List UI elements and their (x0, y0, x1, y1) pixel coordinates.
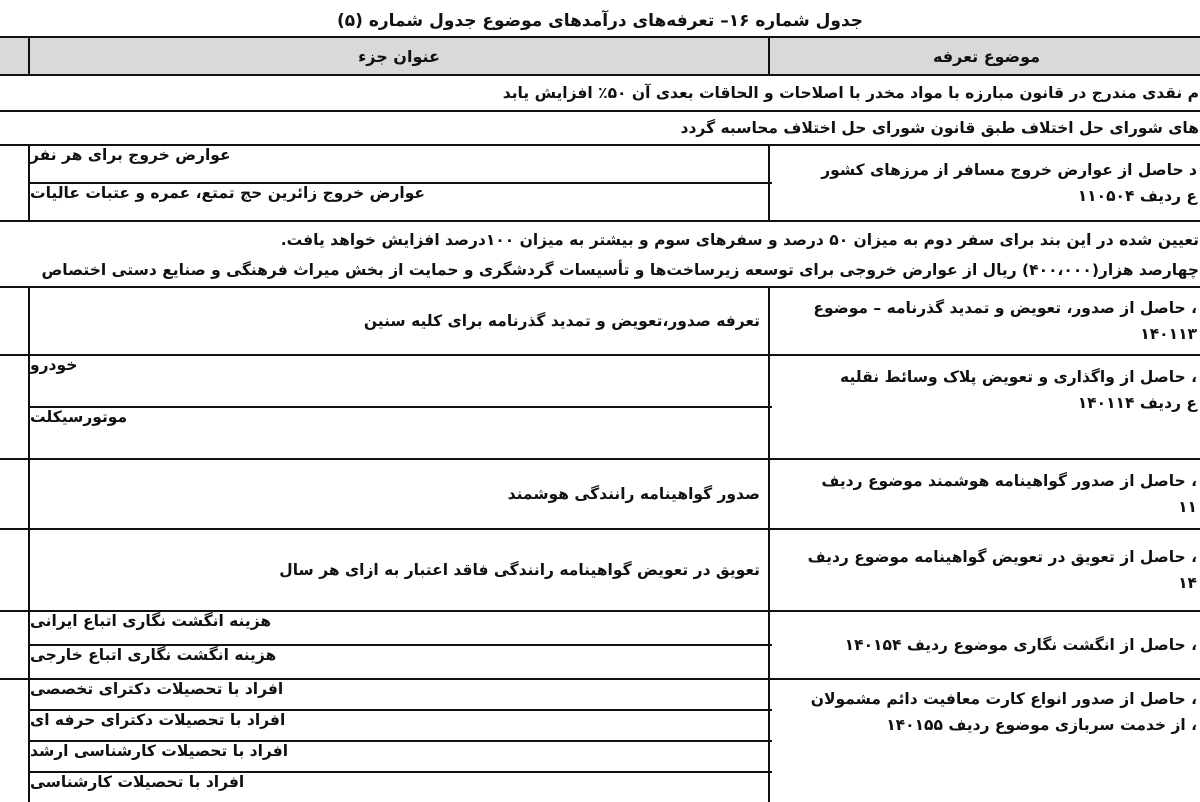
note-row-double (0, 222, 1200, 288)
item-cell: تعویق در تعویض گواهینامه رانندگی فاقد اعتبار به ازای هر سال (28, 530, 770, 610)
item-cell-group (28, 612, 770, 678)
note-text: چهارصد هزار(۴۰۰،۰۰۰) ریال از عوارض خروجی برای توسعه زیرساخت‌ها و تأسیسات گردشگری و حمایت از بخش میراث فرهنگی و صنایع دستی اختصاص (41, 261, 1199, 279)
item-cell-group (28, 680, 770, 802)
item-cell: هزینه انگشت نگاری اتباع ایرانی (30, 612, 772, 646)
item-cell-group (28, 356, 770, 458)
item-cell: افراد با تحصیلات کارشناسی (30, 773, 245, 791)
header-subject: موضوع تعرفه (770, 38, 1200, 74)
note-text: های شورای حل اختلاف طبق قانون شورای حل اختلاف محاسبه گردد (680, 119, 1199, 137)
note-text: م نقدی مندرج در قانون مبارزه با مواد مخدر با اصلاحات و الحاقات بعدی آن ۵۰٪ افزایش یابد (502, 84, 1199, 102)
item-cell: تعرفه صدور،تعویض و تمدید گذرنامه برای کلیه سنین (28, 288, 770, 354)
table-header-row (0, 38, 1200, 76)
item-cell: عوارض خروج برای هر نفر (30, 146, 772, 184)
subject-cell: ، حاصل از تعویق در تعویض گواهینامه موضوع ردیف ۱۴ (807, 548, 1197, 592)
table-row-delay (0, 530, 1200, 612)
table-title: جدول شماره ۱۶– تعرفه‌های درآمدهای موضوع جدول شماره (۵) (336, 11, 864, 31)
note-row (0, 76, 1200, 112)
item-cell: صدور گواهینامه رانندگی هوشمند (28, 460, 770, 528)
item-cell: افراد با تحصیلات کارشناسی ارشد (30, 742, 772, 773)
item-cell: افراد با تحصیلات دکترای حرفه ای (30, 711, 772, 742)
subject-cell: د حاصل از عوارض خروج مسافر از مرزهای کشور ع ردیف ۱۱۰۵۰۴ (821, 161, 1197, 205)
item-cell: عوارض خروج زائرین حج تمتع، عمره و عتبات عالیات (30, 184, 426, 202)
note-row (0, 112, 1200, 146)
subject-cell: ، حاصل از واگذاری و تعویض پلاک وسائط نقلیه ع ردیف ۱۴۰۱۱۴ (840, 368, 1197, 412)
item-cell: خودرو (30, 356, 772, 408)
item-cell: موتورسیکلت (30, 408, 128, 426)
table-row-fingerprint (0, 612, 1200, 680)
subject-cell: ، حاصل از صدور گواهینامه هوشمند موضوع ردیف ۱۱ (821, 472, 1197, 516)
table-row-license (0, 460, 1200, 530)
note-text: تعیین شده در این بند برای سفر دوم به میزان ۵۰ درصد و سفرهای سوم و بیشتر به میزان ۱۰۰درصد افزایش خواهد یافت. (280, 231, 1199, 249)
table-row-plate (0, 356, 1200, 460)
table-row-military (0, 680, 1200, 802)
subject-cell: ، حاصل از صدور، تعویض و تمدید گذرنامه – موضوع ۱۴۰۱۱۳ (813, 299, 1197, 343)
subject-cell: ، حاصل از انگشت نگاری موضوع ردیف ۱۴۰۱۵۴ (844, 636, 1197, 654)
item-cell: افراد با تحصیلات دکترای تخصصی (30, 680, 772, 711)
tariff-table (0, 36, 1200, 802)
header-stub (0, 38, 28, 74)
table-row-passport (0, 288, 1200, 356)
item-cell-group (28, 146, 770, 220)
table-row-exit (0, 146, 1200, 222)
header-item: عنوان جزء (28, 38, 770, 74)
subject-cell: ، حاصل از صدور انواع کارت معافیت دائم مشمولان ، از خدمت سربازی موضوع ردیف ۱۴۰۱۵۵ (810, 690, 1197, 734)
item-cell: هزینه انگشت نگاری اتباع خارجی (30, 646, 277, 664)
